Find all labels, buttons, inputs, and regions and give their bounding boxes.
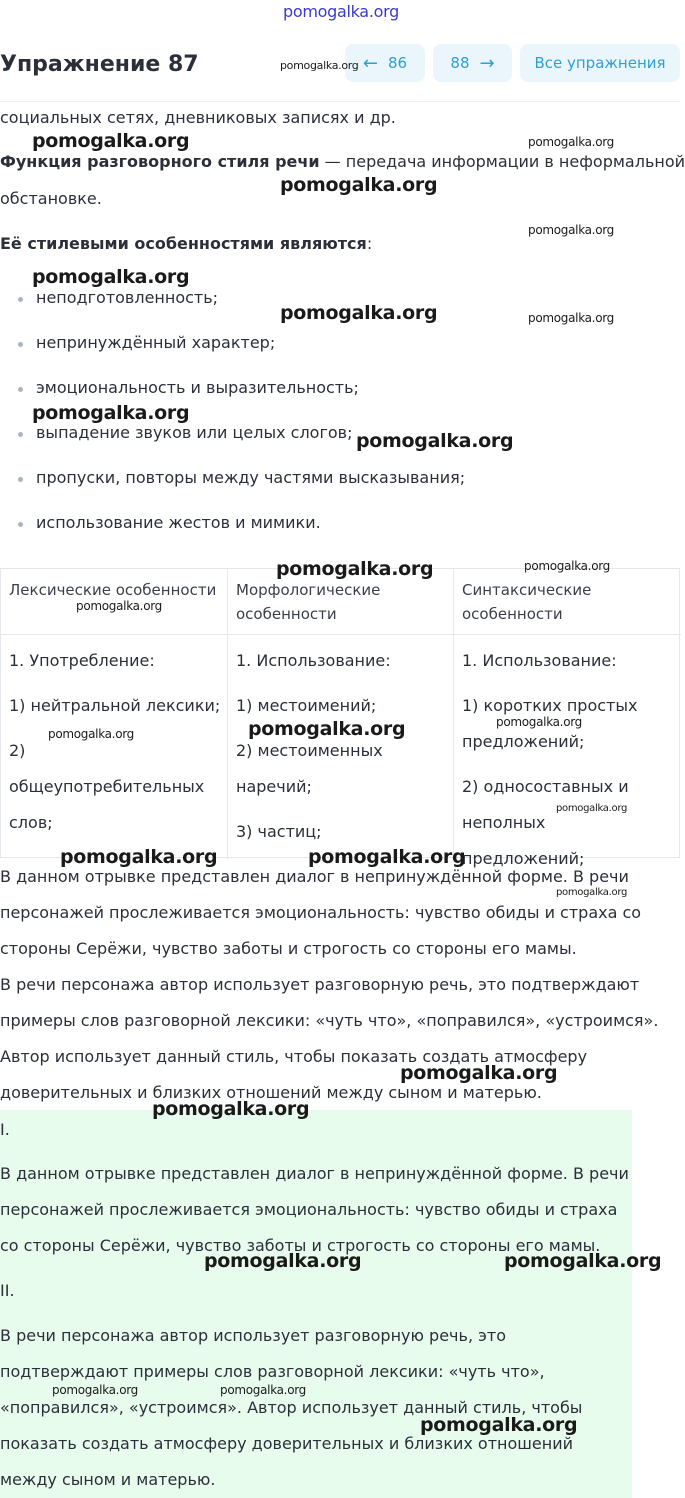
table-cell: предложений; — [462, 732, 585, 751]
watermark: pomogalka.org — [556, 887, 628, 898]
watermark: pomogalka.org — [204, 1250, 362, 1272]
table-header-morphological: Морфологические особенности — [236, 581, 381, 623]
table-cell: 2) односоставных и — [462, 777, 629, 796]
bullet-icon — [18, 522, 23, 527]
list-item: непринуждённый характер; — [36, 333, 276, 352]
table-cell: 1. Использование: — [236, 651, 391, 670]
watermark: pomogalka.org — [496, 715, 582, 729]
exercise-header — [0, 30, 680, 102]
watermark-top: pomogalka.org — [283, 2, 399, 21]
arrow-left-icon: ← — [362, 52, 378, 74]
function-paragraph-end: обстановке. — [0, 189, 102, 208]
highlight-line: показать создать атмосферу доверительных и близких отношений — [0, 1434, 574, 1453]
watermark: pomogalka.org — [528, 223, 614, 237]
answer-line: персонажей прослеживается эмоциональность: чувство обиды и страха со — [0, 903, 642, 922]
watermark: pomogalka.org — [48, 727, 134, 741]
all-exercises-button[interactable]: Все упражнения — [520, 44, 680, 82]
table-cell: 2) местоименных — [236, 741, 383, 760]
answer-line: В речи персонажа автор использует разговорную речь, это подтверждают — [0, 975, 640, 994]
prev-exercise-label: 86 — [388, 54, 408, 72]
answer-line: стороны Серёжи, чувство заботы и строгость со стороны его мамы. — [0, 939, 577, 958]
highlight-line: «поправился», «устроимся». Автор использует данный стиль, чтобы — [0, 1398, 583, 1417]
watermark: pomogalka.org — [248, 718, 406, 740]
watermark: pomogalka.org — [420, 1414, 578, 1436]
answer-line: Автор использует данный стиль, чтобы показать создать атмосферу — [0, 1047, 588, 1066]
watermark: pomogalka.org — [32, 266, 190, 288]
watermark: pomogalka.org — [528, 135, 614, 149]
list-item: пропуски, повторы между частями высказывания; — [36, 468, 466, 487]
table-cell: наречий; — [236, 777, 312, 796]
bullet-icon — [18, 297, 23, 302]
features-title: Её стилевыми особенностями являются — [0, 234, 367, 253]
highlight-line: со стороны Серёжи, чувство заботы и строгость со стороны его мамы. — [0, 1236, 601, 1255]
list-item: неподготовленность; — [36, 288, 219, 307]
highlight-line: В речи персонажа автор использует разговорную речь, это — [0, 1326, 506, 1345]
table-header-lexical: Лексические особенности — [9, 581, 217, 599]
function-paragraph — [0, 152, 685, 171]
table-cell: неполных — [462, 813, 546, 832]
watermark: pomogalka.org — [280, 302, 438, 324]
table-cell: 2) — [9, 741, 26, 760]
table-cell: 3) частиц; — [236, 822, 322, 841]
table-cell: 1. Использование: — [462, 651, 617, 670]
table-cell: общеупотребительных — [9, 777, 205, 796]
part-label: I. — [0, 1120, 10, 1139]
intro-line: социальных сетях, дневниковых записях и др. — [0, 108, 396, 127]
highlight-line: В данном отрывке представлен диалог в непринуждённой форме. В речи — [0, 1164, 629, 1183]
watermark: pomogalka.org — [220, 1383, 306, 1397]
watermark: pomogalka.org — [280, 59, 359, 72]
watermark: pomogalka.org — [504, 1250, 662, 1272]
highlight-line: между сыном и матерью. — [0, 1470, 216, 1489]
features-colon: : — [366, 234, 373, 253]
table-cell: 1. Употребление: — [9, 651, 155, 670]
watermark: pomogalka.org — [60, 846, 218, 868]
next-exercise-label: 88 — [450, 54, 470, 72]
part-label: II. — [0, 1281, 15, 1300]
table-cell: слов; — [9, 813, 53, 832]
table-divider — [453, 569, 454, 859]
watermark: pomogalka.org — [356, 430, 514, 452]
watermark: pomogalka.org — [308, 846, 466, 868]
highlight-line: подтверждают примеры слов разговорной лексики: «чуть что», — [0, 1362, 545, 1381]
watermark: pomogalka.org — [76, 599, 162, 613]
list-item: эмоциональность и выразительность; — [36, 378, 359, 397]
page-title: Упражнение 87 — [0, 52, 199, 77]
function-term: Функция разговорного стиля речи — [0, 152, 320, 171]
watermark: pomogalka.org — [152, 1098, 310, 1120]
watermark: pomogalka.org — [52, 1383, 138, 1397]
highlight-line: персонажей прослеживается эмоциональность: чувство обиды и страха — [0, 1200, 618, 1219]
watermark: pomogalka.org — [524, 559, 610, 573]
list-item: использование жестов и мимики. — [36, 513, 321, 532]
watermark: pomogalka.org — [556, 803, 628, 814]
bullet-icon — [18, 432, 23, 437]
features-heading — [0, 234, 372, 253]
table-header-syntactic: Синтаксические особенности — [462, 581, 592, 623]
list-item: выпадение звуков или целых слогов; — [36, 423, 353, 442]
arrow-right-icon: → — [479, 52, 495, 74]
watermark: pomogalka.org — [276, 558, 434, 580]
bullet-icon — [18, 477, 23, 482]
bullet-icon — [18, 387, 23, 392]
table-cell: 1) коротких простых — [462, 696, 638, 715]
table-divider — [227, 569, 228, 859]
next-exercise-button[interactable] — [433, 44, 512, 82]
answer-line: доверительных и близких отношений между сыном и матерью. — [0, 1083, 542, 1102]
watermark: pomogalka.org — [32, 402, 190, 424]
table-cell: предложений; — [462, 849, 585, 868]
watermark: pomogalka.org — [32, 130, 190, 152]
table-cell: 1) местоимений; — [236, 696, 377, 715]
table-cell: 1) нейтральной лексики; — [9, 696, 221, 715]
answer-line: примеры слов разговорной лексики: «чуть что», «поправился», «устроимся». — [0, 1011, 659, 1030]
watermark: pomogalka.org — [280, 174, 438, 196]
function-definition: — передача информации в неформальной — [319, 152, 685, 171]
watermark: pomogalka.org — [528, 311, 614, 325]
answer-line: В данном отрывке представлен диалог в непринуждённой форме. В речи — [0, 867, 629, 886]
watermark: pomogalka.org — [400, 1062, 558, 1084]
bullet-icon — [18, 342, 23, 347]
